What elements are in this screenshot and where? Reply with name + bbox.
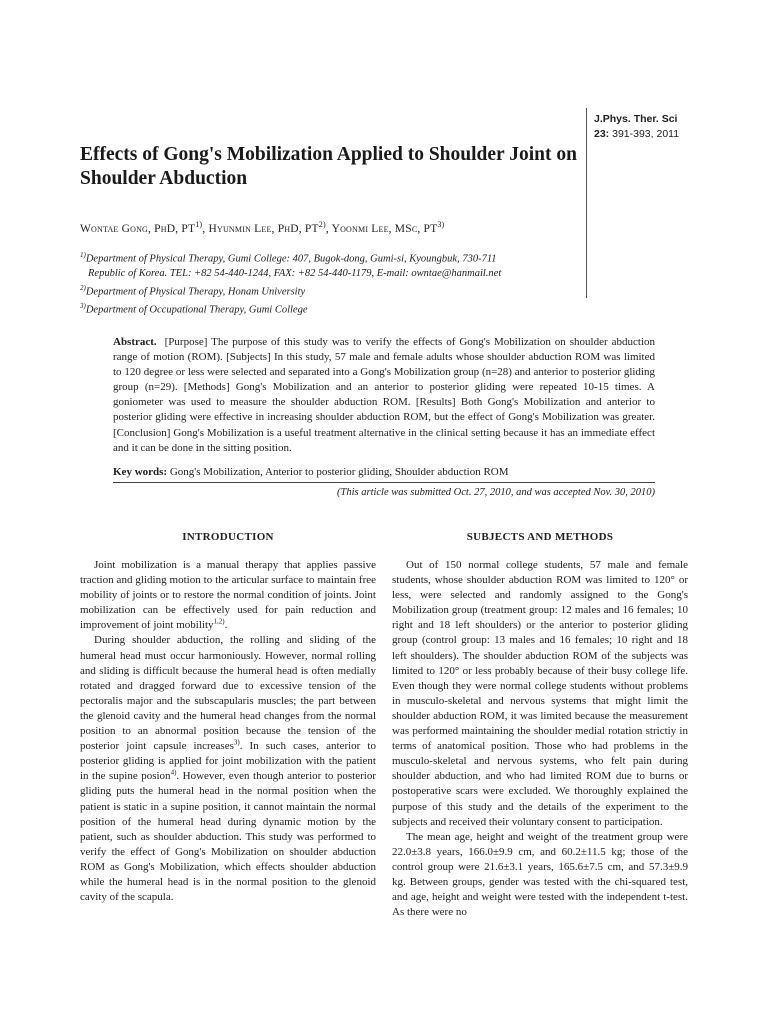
author-name: Yoonmi Lee [331,222,389,235]
author-list [80,220,580,235]
paragraph [80,633,376,905]
paragraph: Out of 150 normal college students, 57 male and female students, whose shoulder abduction ROM was limited to 120° or less, were selected and randomly assigned to the Gong's Mobilization group (treatment group: 12 males and 16 females; 10 right and 18 left shoulders) or the anterior to posterior gliding group (control group: 13 males and 16 females; 10 right and 18 left shoulders). The shoulder abduction ROM of the subjects was limited to 120° or less probably because of their busy college life. Even though they were normal college students without problems in musculo-skeletal and nervous systems that might limit the shoulder abduction ROM, it was limited because the measurement was performed maintaining the shoulder medial rotation strictiy in terms of anatomical position. Those who had problems in the musculo-skeletal and nervous systems, who felt pain during shoulder abduction, and who had limited ROM due to burns or postoperative scars were excluded. We thoroughly explained the purpose of this study and the details of the experiment to the subjects and received their voluntary consent to participation. [392,559,688,828]
paragraph: The mean age, height and weight of the treatment group were 22.0±3.8 years, 166.0±9.9 cm, and 60.2±11.5 kg; those of the control group were 21.6±3.1 years, 165.6±7.5 cm, and 57.3±9.9 kg. Between groups, gender was tested with the chi-squared test, and age, height and weight were tested with the independent t-test. As there were no [392,830,688,919]
section-heading-introduction: INTRODUCTION [182,531,274,543]
paragraph [80,558,376,633]
journal-volume: 23: [594,128,610,140]
affiliation-mark: 1) [80,251,86,259]
author-name: Hyunmin Lee [208,222,272,235]
affiliation-text: Republic of Korea. TEL: +82 54-440-1244, FAX: +82 54-440-1179, E-mail: owntae@hanmail.net [88,267,502,279]
paragraph-text: Joint mobilization is a manual therapy that applies passive traction and gliding motion to the articular surface to maintain free mobility of joints or to restore the normal condition of joints. Joint mobilization can be effectively used for pain reduction and improvement of joint mobility [80,559,376,632]
affiliation-line [80,267,580,281]
article-title: Effects of Gong's Mobilization Applied to Shoulder Joint on Shoulder Abduction [80,144,577,189]
abstract-text: [Purpose] The purpose of this study was to verify the effects of Gong's Mobilization on shoulder abduction range of motion (ROM). [Subjects] In this study, 57 male and female adults whose shoulder abduction ROM was limited to 120 degree or less were selected and separated into a Gong's Mobilization group (n=28) and anterior to posterior gliding group (n=29). [Methods] Gong's Mobilization and an anterior to posterior gliding were repeated 10-15 times. A goniometer was used to measure the shoulder abduction ROM. [Results] Both Gong's Mobilization and anterior to posterior gliding were effective in increasing shoulder abduction ROM, but the effect of Gong's Mobilization was greater. [Conclusion] Gong's Mobilization is a useful treatment alternative in the clinical setting because it has an immediate effect and it can be done in the sitting position. [113,336,656,454]
author-affiliation-mark: 2) [318,220,326,229]
affiliation-text: Department of Physical Therapy, Gumi College: 407, Bugok-dong, Gumi-si, Kyoungbuk, 730-711 [85,253,497,265]
citation-ref: 3) [233,738,240,747]
keywords-label: Key words: [113,466,168,478]
affiliation-line [80,281,580,300]
affiliation-line [80,248,580,267]
citation-ref: 4) [170,768,177,777]
section-heading-subjects-methods: SUBJECTS AND METHODS [466,531,614,543]
author-degrees: , PhD, PT [271,222,319,235]
author-degrees: , MSc, PT [388,222,438,235]
affiliation-text: Department of Physical Therapy, Honam University [85,286,306,297]
keywords [113,465,655,480]
citation-ref: 1,2) [213,617,225,626]
paragraph-text: . [224,619,228,632]
submission-note: (This article was submitted Oct. 27, 2010, and was accepted Nov. 30, 2010) [337,487,655,498]
paragraph-text: During shoulder abduction, the rolling and sliding of the humeral head must occur harmoniously. However, normal rolling and sliding is difficult because the humeral head is often medially rotated and dragged forward due to excessive tension of the pectoralis major and the subscapularis muscles; the part between the glenoid cavity and the humeral head changes from the normal position to an abnormal position because the tension of the posterior joint capsule increases [80,634,376,753]
journal-name: J.Phys. Ther. Sci [594,113,678,125]
paragraph-text: . However, even though anterior to posterior gliding puts the humeral head in the normal position when the patient is static in a supine position, it cannot maintain the normal position of the humeral head during dynamic motion by the patient, such as shoulder abduction. This study was performed to verify the effect of Gong's Mobilization on shoulder abduction ROM as Gong's Mobilization, which effects shoulder abduction while the humeral head is in the normal position to the glenoid cavity of the scapula. [80,770,376,904]
abstract [113,335,655,456]
author-affiliation-mark: 3) [437,220,445,229]
header-divider-line [586,108,587,298]
journal-pages: 391-393, 2011 [612,128,680,140]
paragraph-text: . In such cases, anterior to posterior gliding is applied for joint mobilization with the patient in the supine posion [80,740,376,783]
affiliation-line [80,299,580,318]
affiliations [80,248,580,318]
abstract-label: Abstract. [113,336,157,348]
affiliation-text: Department of Occupational Therapy, Gumi College [85,304,308,316]
keywords-divider [113,482,655,483]
keywords-text: Gong's Mobilization, Anterior to posterior gliding, Shoulder abduction ROM [169,466,509,478]
left-column [80,558,376,905]
journal-citation [594,112,764,142]
author-separator: , [202,222,209,235]
affiliation-mark: 2) [80,283,86,292]
affiliation-mark: 3) [80,302,86,310]
author-name: Wontae Gong [80,222,149,235]
author-separator: , [325,222,332,235]
author-degrees: , PhD, PT [148,222,196,235]
right-column [392,558,688,920]
author-affiliation-mark: 1) [195,220,203,229]
